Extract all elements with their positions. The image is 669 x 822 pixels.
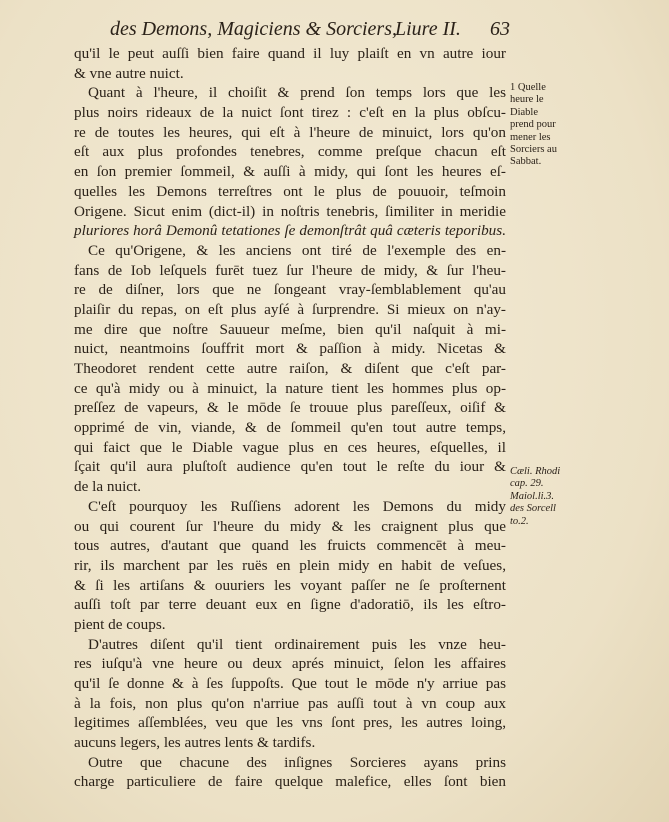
text-line: rir, ils marchent par les ruës en plein midy en habit de veſues, — [74, 556, 506, 574]
body-text — [74, 44, 506, 792]
margin-note-line: mener les — [510, 131, 551, 143]
margin-note-line: des Sorcell — [510, 503, 556, 515]
text-line: nuict, neantmoins ſouffrit mort & paſſion à midy. Nicetas & — [74, 340, 506, 358]
text-line: Quant à l'heure, il choiſit & prend ſon temps lors que les — [88, 84, 506, 102]
running-head — [110, 18, 640, 42]
text-line: pient de coups. — [74, 615, 166, 633]
margin-note-line: heure le — [510, 94, 544, 106]
text-line: qu'il le peut auſſi bien faire quand il luy plaiſt en vn autre iour — [74, 45, 506, 62]
text-line: plus noirs rideaux de la nuict ſont tirez : c'eſt en la plus obſcu- — [74, 104, 506, 122]
text-line: Origene. Sicut enim (dict-il) in noſtris tenebris, ſimiliter in meridie — [74, 202, 506, 220]
text-line: & ſi les artiſans & ouuriers les voyant paſſer ne ſe proſternent — [74, 576, 506, 594]
text-line: fans de Iob leſquels furēt tuez ſur l'heure de midy, & ſur l'heu- — [74, 261, 506, 279]
margin-note-line: Cæli. Rhodi — [510, 466, 561, 477]
text-line: à la fois, non plus qu'on n'arriue pas auſſi tout à vn coup aux — [74, 694, 506, 712]
margin-note-line: Diable — [510, 106, 538, 118]
margin-note-line: Sorciers au — [510, 144, 557, 156]
text-line: ſçait qu'il aura pluſtoſt audience qu'en tout le reſte du iour & — [74, 458, 506, 476]
margin-note-line: to.2. — [510, 515, 529, 527]
text-line: & vne autre nuict. — [74, 64, 184, 82]
text-line: re de diſner, lors que ne ſongeant vray-ſemblablement qu'au — [74, 281, 506, 299]
text-line: qu'il ſe donne & à ſes ſuppoſts. Que tout le mōde n'y arriue pas — [74, 675, 506, 692]
text-line: res iuſqu'à vne heure ou deux aprés minuict, ſelon les affaires — [74, 655, 506, 673]
text-line: re de toutes les heures, qui eſt à l'heure de minuict, lors qu'on — [74, 123, 506, 141]
text-line: pluriores horâ Demonû tetationes ſe demonſtrât quâ cæteris teporibus. — [74, 222, 506, 240]
margin-note-line: Maiol.li.3. — [510, 490, 555, 502]
text-line: C'eſt pourquoy les Ruſſiens adorent les Demons du midy — [88, 497, 506, 515]
text-line: preſſez de vapeurs, & le mōde ſe trouue plus pareſſeux, oiſif & — [74, 399, 506, 417]
text-line: me dire que noſtre Sauueur meſme, bien qu'il naſquit à mi- — [74, 320, 506, 338]
margin-note-line: cap. 29. — [510, 478, 544, 490]
text-line: auſſi toſt par terre deuant eux en ſigne d'adoratiō, ils les eſtro- — [74, 596, 506, 614]
margin-note-references — [510, 466, 580, 528]
page-number: 63 — [490, 18, 510, 40]
text-line: de la nuict. — [74, 478, 142, 496]
text-line: legitimes aſſemblées, veu que les vns ſont pres, les autres loing, — [74, 714, 506, 732]
text-line: charge particuliere de faire quelque malefice, elles ſont bien — [74, 773, 506, 791]
text-line: quelles les Demons terreſtres ont le plus de pouuoir, teſmoin — [74, 182, 506, 200]
margin-note-line: Sabbat. — [510, 156, 542, 168]
text-line: eſt aux plus profondes tenebres, comme preſque chacun eſt — [74, 143, 506, 161]
text-line: opprimé de vin, viande, & de ſommeil qu'en tout autre temps, — [74, 419, 506, 437]
text-line: Ce qu'Origene, & les anciens ont tiré de l'exemple des en- — [88, 241, 506, 259]
text-line: aucuns legers, les autres lents & tardifs. — [74, 734, 316, 752]
text-line: qui faict que le Diable vague plus en ces heures, eſquelles, il — [74, 438, 506, 456]
running-title: des Demons, Magiciens & Sorciers, — [110, 18, 397, 40]
text-line: ce qu'à midy ou à minuict, la nature tient les hommes plus op- — [74, 379, 506, 397]
book-number: Liure II. — [395, 18, 461, 40]
margin-note-line: 1 Quelle — [510, 82, 546, 93]
text-line: tous autres, d'autant que quand les fruicts commencēt à meu- — [74, 537, 506, 555]
margin-note-line: prend pour — [510, 119, 556, 131]
text-line: ou qui courent ſur l'heure du midy & les craignent plus que — [74, 517, 506, 535]
margin-note-heure-sabbat — [510, 82, 580, 169]
text-line: D'autres diſent qu'il tient ordinairement puis les vnze heu- — [88, 635, 506, 653]
text-line: Theodoret rendent cette autre raiſon, & diſent que c'eſt par- — [74, 360, 506, 377]
text-line: plaiſir du repas, on eſt plus ayſé à ſurprendre. Si mieux on n'ay- — [74, 300, 506, 318]
text-line: en ſon premier ſommeil, & auſſi à midy, qui ſont les heures eſ- — [74, 163, 506, 181]
text-line: Outre que chacune des inſignes Sorcieres ayans prins — [88, 753, 506, 771]
